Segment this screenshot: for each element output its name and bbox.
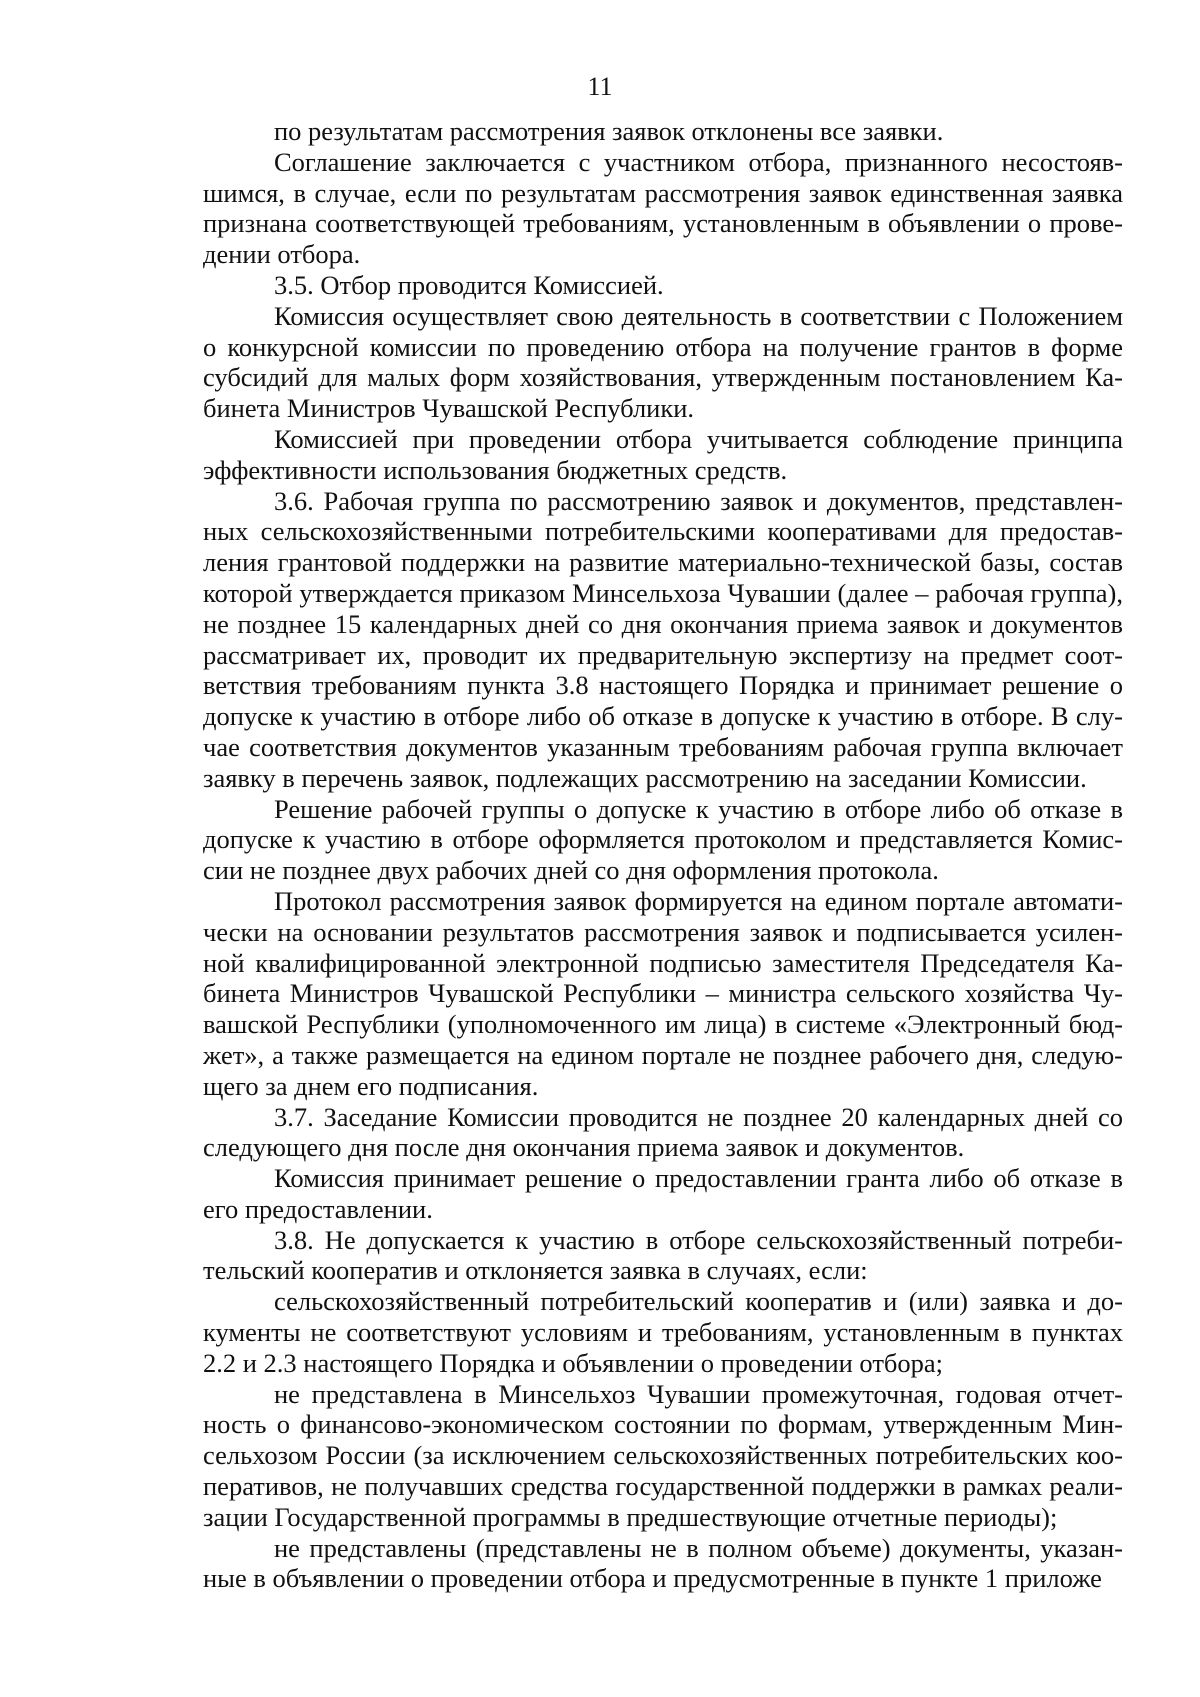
paragraph-6: 3.6. Рабочая группа по рассмотрению заявок и документов, представленных сельскохозяйственными потребительскими кооперативами для предоставления грантовой поддержки на развитие материально-технической базы, состав которой утверждается приказом Минсельхоза Чувашии (далее – рабочая группа), не позднее 15 календарных дней со дня окончания приема заявок и документов рассматривает их, проводит их предварительную экспертизу на предмет соответствия требованиям пункта 3.8 настоящего Порядка и принимает решение о допуске к участию в отборе либо об отказе в допуске к участию в отборе. В случае соответствия документов указанным требованиям рабочая группа включает заявку в перечень заявок, подлежащих рассмотрению на заседании Комиссии. <box>203 485 1123 793</box>
paragraph-9: 3.7. Заседание Комиссии проводится не позднее 20 календарных дней со следующего дня после дня окончания приема заявок и документов. <box>203 1101 1123 1163</box>
paragraph-3: 3.5. Отбор проводится Комиссией. <box>274 269 664 300</box>
page-number: 11 <box>587 72 613 101</box>
paragraph-1: по результатам рассмотрения заявок отклонены все заявки. <box>274 116 944 146</box>
paragraph-14: не представлены (представлены не в полном объеме) документы, указанные в объявлении о проведении отбора и предусмотренные в пункте 1 приложе <box>203 1532 1123 1594</box>
paragraph-13: не представлена в Минсельхоз Чувашии промежуточная, годовая отчетность о финансово-экономическом состоянии по формам, утвержденным Минсельхозом России (за исключением сельскохозяйственных потребительских кооперативов, не получавших средства государственной поддержки в рамках реализации Государственной программы в предшествующие отчетные периоды); <box>203 1378 1123 1532</box>
paragraph-2: Соглашение заключается с участником отбора, признанного несостоявшимся, в случае, если по результатам рассмотрения заявок единственная заявка признана соответствующей требованиям, установленным в объявлении о проведении отбора. <box>203 146 1123 270</box>
paragraph-7: Решение рабочей группы о допуске к участию в отборе либо об отказе в допуске к участию в отборе оформляется протоколом и представляется Комиссии не позднее двух рабочих дней со дня оформления протокола. <box>203 793 1123 886</box>
paragraph-4: Комиссия осуществляет свою деятельность в соответствии с Положением о конкурсной комиссии по проведению отбора на получение грантов в форме субсидий для малых форм хозяйствования, утвержденным постановлением Кабинета Министров Чувашской Республики. <box>203 300 1123 424</box>
document-body <box>203 116 1123 1594</box>
paragraph-5: Комиссией при проведении отбора учитывается соблюдение принципа эффективности использования бюджетных средств. <box>203 423 1123 485</box>
paragraph-11: 3.8. Не допускается к участию в отборе сельскохозяйственный потребительский кооператив и отклоняется заявка в случаях, если: <box>203 1224 1123 1286</box>
paragraph-10: Комиссия принимает решение о предоставлении гранта либо об отказе в его предоставлении. <box>203 1163 1123 1224</box>
paragraph-8: Протокол рассмотрения заявок формируется на едином портале автоматически на основании результатов рассмотрения заявок и подписывается усиленной квалифицированной электронной подписью заместителя Председателя Кабинета Министров Чувашской Республики – министра сельского хозяйства Чувашской Республики (уполномоченного им лица) в системе «Электронный бюджет», а также размещается на едином портале не позднее рабочего дня, следующего за днем его подписания. <box>203 885 1123 1101</box>
paragraph-12: сельскохозяйственный потребительский кооператив и (или) заявка и документы не соответствуют условиям и требованиям, установленным в пунктах 2.2 и 2.3 настоящего Порядка и объявлении о проведении отбора; <box>203 1286 1123 1378</box>
